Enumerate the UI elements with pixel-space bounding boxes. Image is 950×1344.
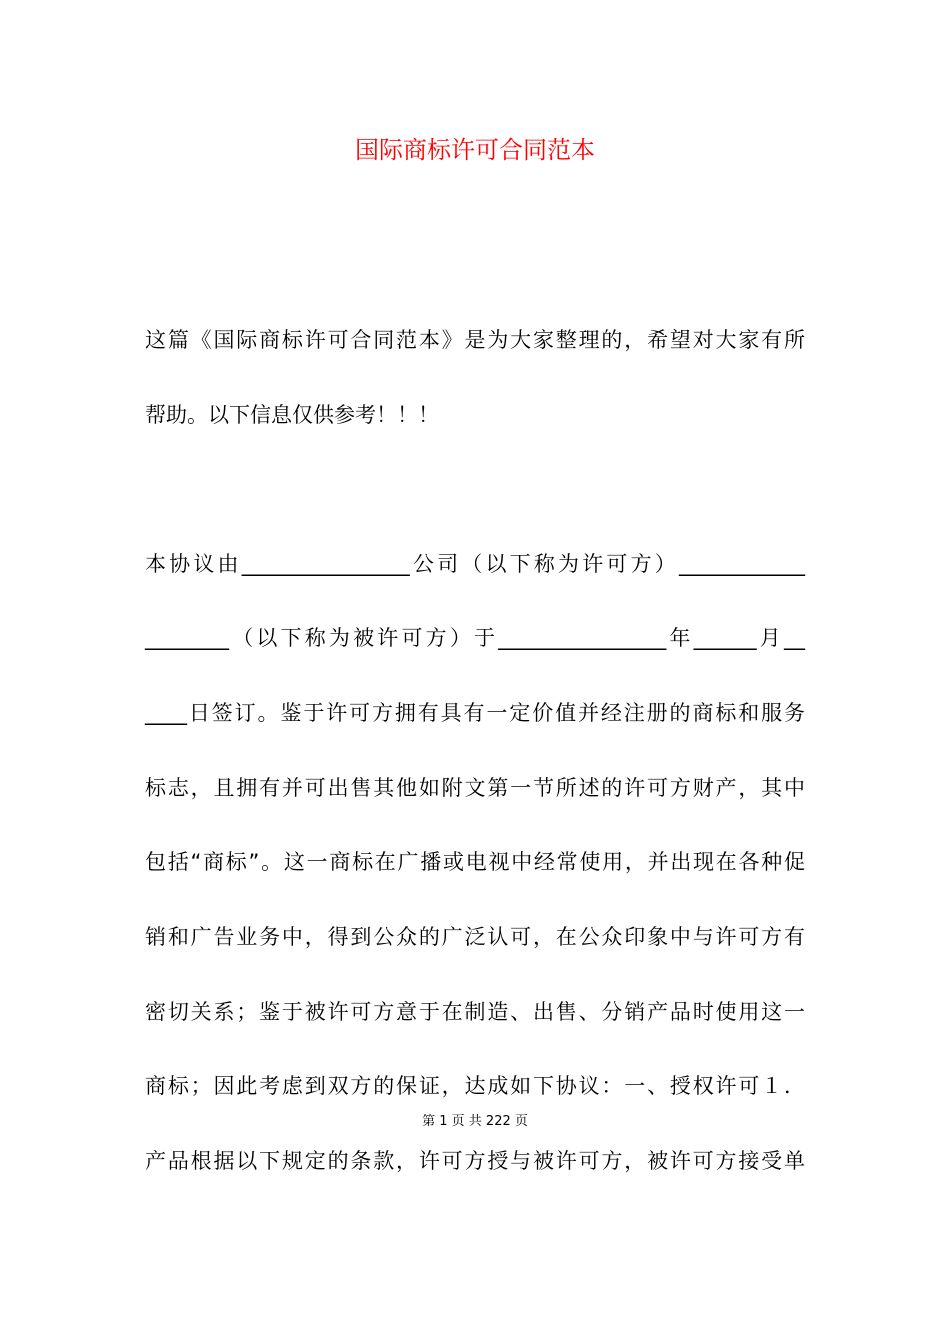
document-title: 国际商标许可合同范本 <box>355 136 595 164</box>
body-line-5: 包括“商标”。这一商标在广播或电视中经常使用，并出现在各种促 <box>145 850 805 874</box>
body-line-3: ____日签订。鉴于许可方拥有具有一定价值并经注册的商标和服务 <box>145 701 805 725</box>
intro-line-2: 帮助。以下信息仅供参考！！！ <box>145 403 439 427</box>
body-line-9: 产品根据以下规定的条款，许可方授与被许可方，被许可方接受单 <box>145 1149 805 1173</box>
body-line-8: 商标；因此考虑到双方的保证，达成如下协议：一、授权许可１． <box>145 1074 805 1098</box>
body-line-6: 销和广告业务中，得到公众的广泛认可，在公众印象中与许可方有 <box>145 925 805 949</box>
body-line-7: 密切关系；鉴于被许可方意于在制造、出售、分销产品时使用这一 <box>145 1000 805 1024</box>
body-line-2: ________（以下称为被许可方）于________________年______月__ <box>145 626 805 650</box>
body-line-1: 本协议由________________公司（以下称为许可方）____________ <box>145 552 805 576</box>
body-line-4: 标志，且拥有并可出售其他如附文第一节所述的许可方财产，其中 <box>145 776 805 800</box>
intro-line-1: 这篇《国际商标许可合同范本》是为大家整理的，希望对大家有所 <box>145 328 805 352</box>
page-footer: 第 1 页 共 222 页 <box>422 1114 528 1129</box>
